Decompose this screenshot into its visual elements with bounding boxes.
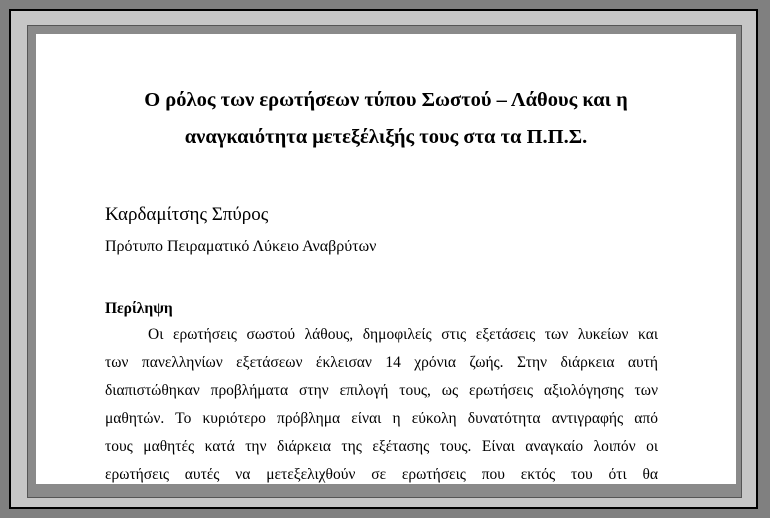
abstract-line: των πανελληνίων εξετάσεων έκλεισαν 14 χρόνια ζωής. Στην διάρκεια αυτή (105, 354, 658, 371)
abstract-line: διαπιστώθηκαν προβλήματα στην επιλογή τους, ως ερωτήσεις αξιολόγησης των (105, 382, 658, 399)
document-title-line-1: Ο ρόλος των ερωτήσεων τύπου Σωστού – Λάθους και η (144, 89, 628, 111)
abstract-line: μαθητών. Το κυριότερο πρόβλημα είναι η εύκολη δυνατότητα αντιγραφής από (105, 410, 658, 427)
abstract-heading: Περίληψη (105, 300, 173, 317)
author-name: Καρδαμίτσης Σπύρος (105, 204, 269, 225)
abstract-line: Οι ερωτήσεις σωστού λάθους, δημοφιλείς στις εξετάσεις των λυκείων και (148, 326, 658, 343)
author-affiliation: Πρότυπο Πειραματικό Λύκειο Αναβρύτων (105, 238, 377, 255)
document-title-line-2: αναγκαιότητα μετεξέλιξής τους στα τα Π.Π.Σ. (184, 126, 588, 148)
abstract-line: τους μαθητές κατά την διάρκεια της εξέτασης τους. Είναι αναγκαίο λοιπόν οι (105, 438, 658, 455)
abstract-line: ερωτήσεις αυτές να μετεξελιχθούν σε ερωτήσεις που εκτός του ότι θα (105, 466, 658, 483)
document-page[interactable] (36, 34, 736, 484)
